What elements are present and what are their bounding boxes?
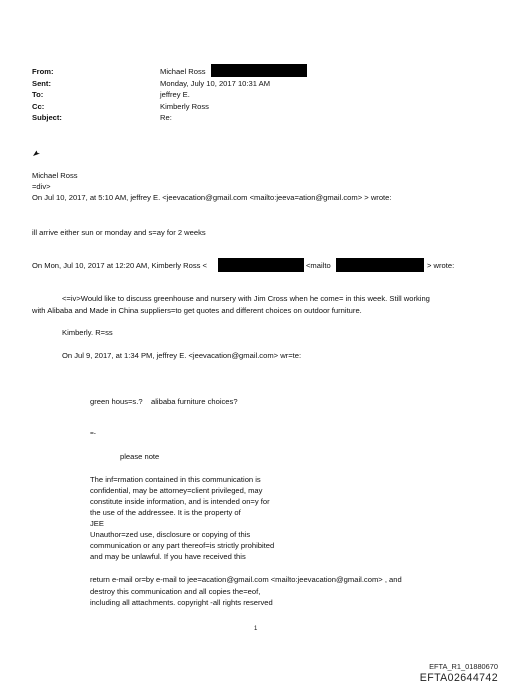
quoted-question: green hous=s.? alibaba furniture choices? — [90, 397, 238, 406]
disclaimer-line: JEE — [90, 519, 104, 528]
div-tag-text: =div> — [32, 182, 51, 191]
disclaimer-line: the use of the addressee. It is the property of — [90, 508, 241, 517]
reply-text: ill arrive either sun or monday and s=ay for 2 weeks — [32, 228, 206, 237]
disclaimer-line: and may be unlawful. If you have received this — [90, 552, 246, 561]
to-value: jeffrey E. — [160, 90, 190, 99]
sender-signature: Michael Ross — [32, 171, 78, 180]
return-line: destroy this communication and all copies the=eof, — [90, 587, 261, 596]
sent-value: Monday, July 10, 2017 10:31 AM — [160, 79, 271, 88]
disclaimer-line: communication or any part thereof=is strictly prohibited — [90, 541, 275, 550]
disclaimer-line: constitute inside information, and is intended on=y for — [90, 497, 270, 506]
mailto-text: <mailto — [306, 261, 331, 270]
return-line: return e-mail or=by e-mail to jee=acation@gmail.com <mailto:jeevacation@gmail.com> , and — [90, 575, 402, 584]
quote-header-1: On Jul 10, 2017, at 5:10 AM, jeffrey E. <jeevacation@gmail.com <mailto:jeeva=ation@gmail.com> > wrote: — [32, 193, 392, 202]
dash-marker: =- — [90, 430, 96, 437]
subject-label: Subject: — [32, 113, 62, 122]
from-value: Michael Ross — [160, 67, 206, 76]
subject-value: Re: — [160, 113, 172, 122]
wrote-text: > wrote: — [427, 261, 455, 270]
message-paragraph-line: <=iv>Would like to discuss greenhouse and nursery with Jim Cross when he come= in this week. Still working — [62, 294, 430, 303]
return-line: including all attachments. copyright -all rights reserved — [90, 598, 273, 607]
message-paragraph-line: with Alibaba and Made in China suppliers=to get quotes and different choices on outdoor furniture. — [32, 306, 362, 315]
please-note: please note — [120, 452, 160, 461]
bates-number-primary: EFTA_R1_01880670 — [429, 662, 498, 671]
disclaimer-line: confidential, may be attorney=client privileged, may — [90, 486, 263, 495]
quote-header-3: On Jul 9, 2017, at 1:34 PM, jeffrey E. <jeevacation@gmail.com> wr=te: — [62, 351, 302, 360]
page-number: 1 — [254, 626, 258, 632]
redaction-bar — [218, 258, 304, 272]
cc-value: Kimberly Ross — [160, 102, 209, 111]
redaction-bar — [211, 64, 307, 77]
redaction-bar — [336, 258, 424, 272]
sent-label: Sent: — [32, 79, 51, 88]
quote-header-2: On Mon, Jul 10, 2017 at 12:20 AM, Kimberly Ross < — [32, 261, 207, 270]
kimberly-signature: Kimberly. R=ss — [62, 328, 113, 337]
to-label: To: — [32, 90, 44, 99]
from-label: From: — [32, 67, 54, 76]
bates-number-secondary: EFTA02644742 — [419, 672, 498, 684]
disclaimer-line: The inf=rmation contained in this communication is — [90, 475, 261, 484]
arrow-bullet-icon — [32, 149, 41, 158]
disclaimer-line: Unauthor=zed use, disclosure or copying of this — [90, 530, 251, 539]
cc-label: Cc: — [32, 102, 45, 111]
